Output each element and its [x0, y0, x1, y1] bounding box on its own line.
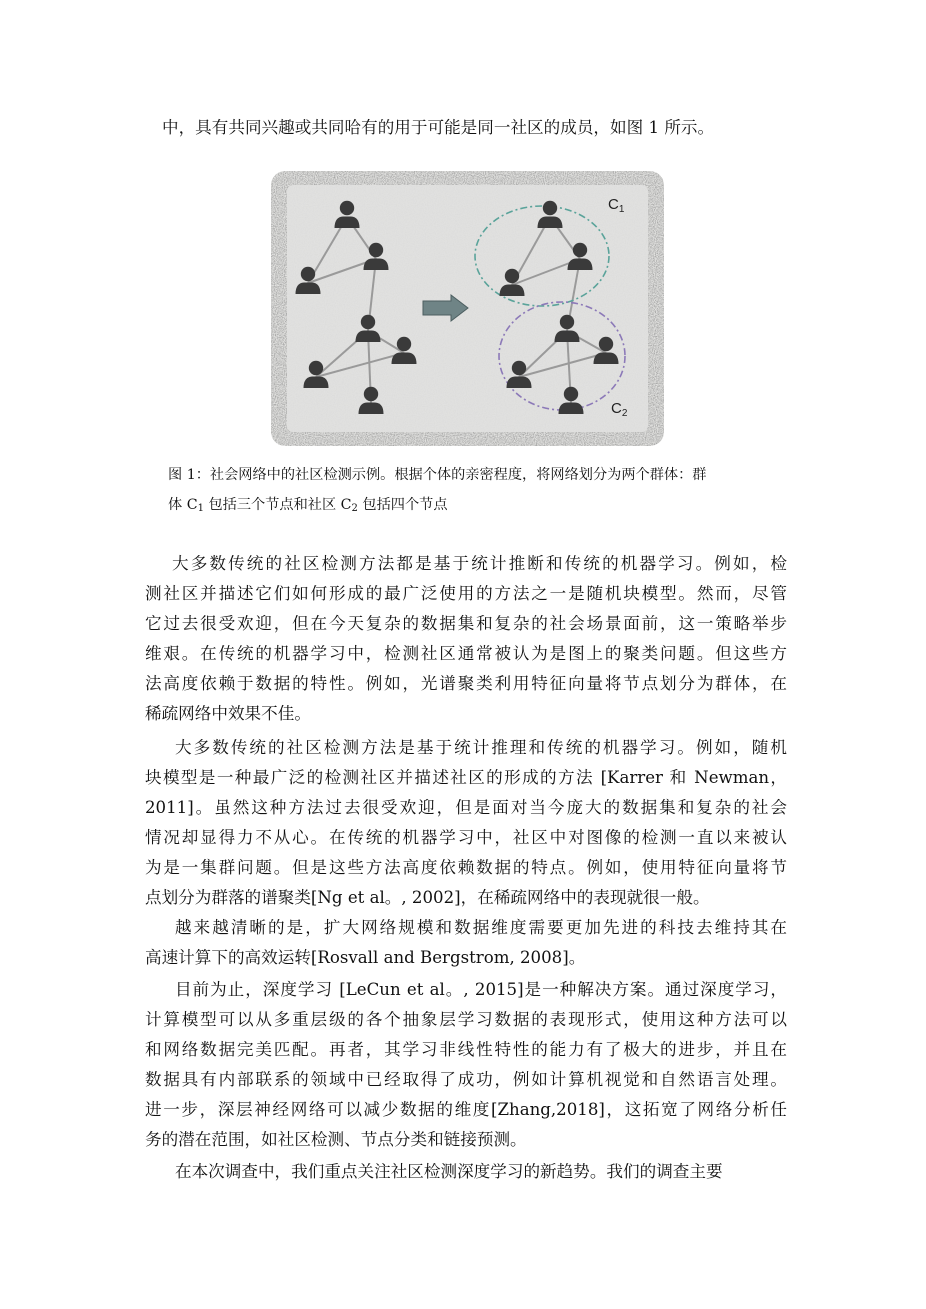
body-line: 2011]。虽然这种方法过去很受欢迎，但是面对当今庞大的数据集和复杂的社会 [145, 798, 787, 817]
body-line: 点划分为群落的谱聚类[Ng et al。, 2002]，在稀疏网络中的表现就很一般。 [145, 888, 710, 907]
body-line: 在本次调查中，我们重点关注社区检测深度学习的新趋势。我们的调查主要 [175, 1162, 723, 1181]
body-line: 块模型是一种最广泛的检测社区并描述社区的形成的方法 [Karrer 和 Newman， [145, 768, 787, 787]
body-line: 进一步，深层神经网络可以减少数据的维度[Zhang,2018]，这拓宽了网络分析任 [145, 1100, 787, 1119]
caption-text-a: 体 C [168, 497, 198, 513]
body-line: 维艰。在传统的机器学习中，检测社区通常被认为是图上的聚类问题。但这些方 [145, 644, 787, 663]
body-line: 稀疏网络中效果不佳。 [145, 704, 311, 723]
body-line: 目前为止，深度学习 [LeCun et al。, 2015]是一种解决方案。通过深度学习， [175, 980, 787, 999]
body-line: 大多数传统的社区检测方法都是基于统计推断和传统的机器学习。例如，检 [172, 554, 787, 573]
body-line: 法高度依赖于数据的特性。例如，光谱聚类利用特征向量将节点划分为群体，在 [145, 674, 787, 693]
label-c1: $C_1$ [608, 196, 625, 215]
body-line: 大多数传统的社区检测方法是基于统计推理和传统的机器学习。例如，随机 [175, 738, 787, 757]
figure-caption-line-2 [168, 495, 788, 515]
community-detection-figure [271, 171, 664, 446]
caption-text-c: 包括四个节点 [357, 497, 448, 513]
intro-line: 中，具有共同兴趣或共同哈有的用于可能是同一社区的成员，如图 1 所示。 [162, 118, 715, 137]
caption-sub-2: 2 [351, 503, 358, 514]
body-line: 测社区并描述它们如何形成的最广泛使用的方法之一是随机块模型。然而，尽管 [145, 584, 787, 603]
body-line: 为是一集群问题。但是这些方法高度依赖数据的特点。例如，使用特征向量将节 [145, 858, 787, 877]
body-line: 数据具有内部联系的领域中已经取得了成功，例如计算机视觉和自然语言处理。 [145, 1070, 787, 1089]
body-line: 情况却显得力不从心。在传统的机器学习中，社区中对图像的检测一直以来被认 [145, 828, 787, 847]
figure-caption-line-1: 图 1：社会网络中的社区检测示例。根据个体的亲密程度，将网络划分为两个群体：群 [168, 467, 707, 483]
body-line: 越来越清晰的是，扩大网络规模和数据维度需要更加先进的科技去维持其在 [175, 918, 787, 937]
label-c2: $C_2$ [611, 400, 628, 419]
body-line: 高速计算下的高效运转[Rosvall and Bergstrom, 2008]。 [145, 948, 586, 967]
body-line: 它过去很受欢迎，但在今天复杂的数据集和复杂的社会场景面前，这一策略举步 [145, 614, 787, 633]
caption-sub-1: 1 [197, 503, 204, 514]
body-line: 务的潜在范围，如社区检测、节点分类和链接预测。 [145, 1130, 527, 1149]
caption-text-b: 包括三个节点和社区 C [203, 497, 352, 513]
body-line: 和网络数据完美匹配。再者，其学习非线性特性的能力有了极大的进步，并且在 [145, 1040, 787, 1059]
body-line: 计算模型可以从多重层级的各个抽象层学习数据的表现形式，使用这种方法可以 [145, 1010, 787, 1029]
